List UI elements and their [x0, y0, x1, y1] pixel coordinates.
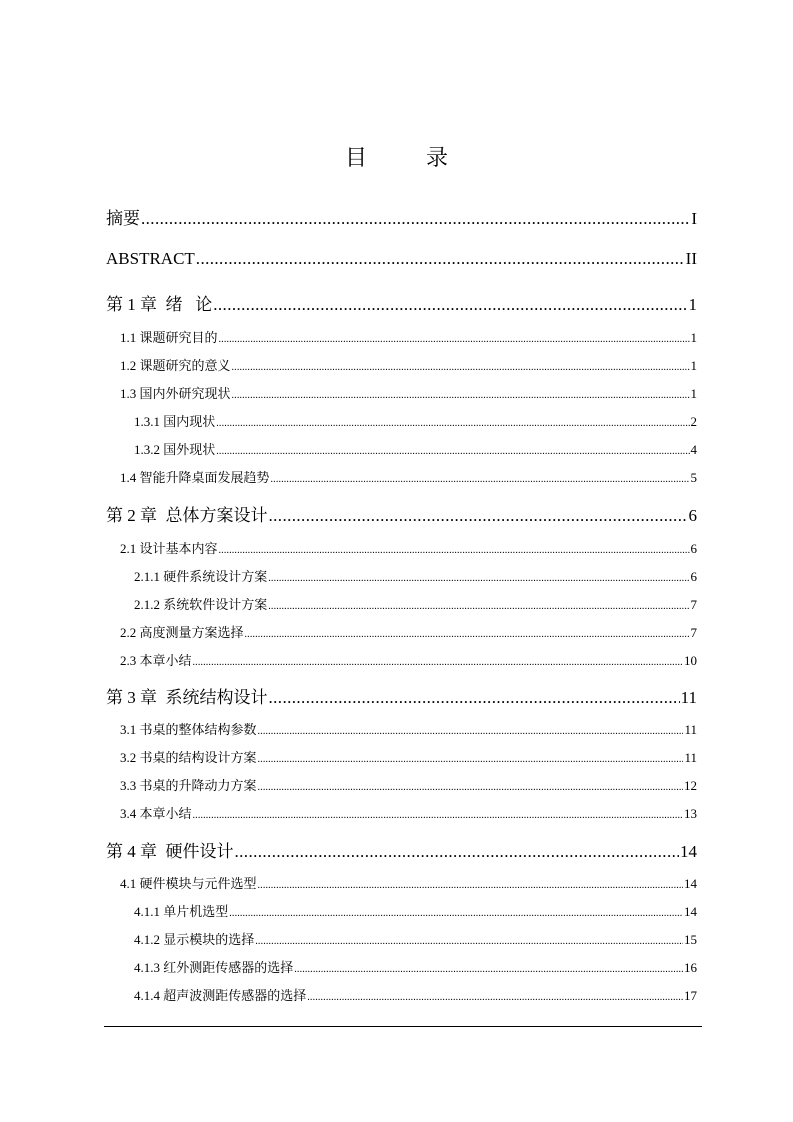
toc-entry-label: 1.3.1 国内现状 — [134, 414, 216, 429]
toc-section-entry[interactable] — [120, 538, 697, 557]
toc-subsection-entry[interactable] — [134, 411, 697, 430]
toc-subsection-entry[interactable] — [134, 929, 697, 948]
toc-section-entry[interactable] — [120, 355, 697, 374]
toc-leader-dots — [268, 573, 689, 584]
toc-section-entry[interactable] — [120, 803, 697, 822]
footer-rule — [104, 1026, 702, 1027]
toc-entry-label: 2.2 高度测量方案选择 — [120, 625, 244, 640]
toc-leader-dots — [216, 418, 689, 429]
toc-leader-dots — [229, 908, 683, 919]
toc-entry-label: ABSTRACT — [106, 249, 195, 268]
toc-leader-dots — [141, 209, 690, 229]
toc-entry-label: 3.3 书桌的升降动力方案 — [120, 778, 257, 793]
toc-entry-label: 4.1.3 红外测距传感器的选择 — [134, 960, 294, 975]
toc-subsection-entry[interactable] — [134, 594, 697, 613]
toc-entry-page: 6 — [688, 506, 697, 525]
toc-section-entry[interactable] — [120, 775, 697, 794]
toc-entry-page: 5 — [690, 470, 697, 485]
toc-entry-label: 1.2 课题研究的意义 — [120, 358, 231, 373]
toc-entry-page: 15 — [684, 932, 697, 947]
toc-leader-dots — [258, 754, 684, 765]
toc-entry-page: 14 — [684, 876, 697, 891]
toc-entry-label: 4.1.2 显示模块的选择 — [134, 932, 255, 947]
toc-leader-dots — [268, 601, 689, 612]
toc-leader-dots — [269, 506, 688, 526]
toc-entry-page: 14 — [684, 904, 697, 919]
toc-leader-dots — [235, 842, 680, 862]
toc-section-entry[interactable] — [120, 719, 697, 738]
toc-entry-page: 16 — [684, 960, 697, 975]
toc-leader-dots — [258, 726, 684, 737]
toc-entry-page: 17 — [684, 988, 697, 1003]
toc-entry-page: 1 — [690, 358, 697, 373]
toc-entry-page: I — [691, 209, 697, 228]
toc-leader-dots — [245, 629, 690, 640]
toc-leader-dots — [196, 249, 685, 269]
toc-entry-label: 第 3 章 系统结构设计 — [106, 688, 268, 707]
toc-entry-label: 1.3 国内外研究现状 — [120, 386, 231, 401]
toc-entry-page: 11 — [680, 688, 697, 707]
toc-entry[interactable] — [106, 249, 697, 269]
toc-chapter-entry[interactable] — [106, 683, 697, 708]
toc-entry-page: 7 — [690, 597, 697, 612]
toc-subsection-entry[interactable] — [134, 566, 697, 585]
toc-entry[interactable] — [106, 204, 697, 229]
toc-entry-page: 7 — [690, 625, 697, 640]
toc-section-entry[interactable] — [120, 747, 697, 766]
toc-entry-label: 3.1 书桌的整体结构参数 — [120, 722, 257, 737]
toc-section-entry[interactable] — [120, 873, 697, 892]
toc-entry-page: 11 — [684, 722, 697, 737]
toc-leader-dots — [258, 782, 683, 793]
toc-leader-dots — [258, 880, 683, 891]
toc-section-entry[interactable] — [120, 383, 697, 402]
page-title: 目 录 — [345, 146, 474, 171]
toc-entry-page: 4 — [690, 442, 697, 457]
toc-entry-label: 4.1.1 单片机选型 — [134, 904, 229, 919]
toc-chapter-entry[interactable] — [106, 501, 697, 526]
toc-subsection-entry[interactable] — [134, 439, 697, 458]
toc-entry-label: 3.2 书桌的结构设计方案 — [120, 750, 257, 765]
toc-leader-dots — [216, 446, 689, 457]
toc-entry-page: 6 — [690, 541, 697, 556]
toc-leader-dots — [213, 295, 687, 315]
toc-leader-dots — [219, 334, 690, 345]
toc-leader-dots — [271, 474, 690, 485]
toc-section-entry[interactable] — [120, 650, 697, 669]
toc-entry-label: 第 2 章 总体方案设计 — [106, 506, 268, 525]
toc-leader-dots — [193, 657, 683, 668]
toc-entry-label: 摘要 — [106, 209, 140, 228]
toc-entry-label: 3.4 本章小结 — [120, 806, 192, 821]
toc-leader-dots — [307, 992, 683, 1003]
toc-entry-label: 2.1 设计基本内容 — [120, 541, 218, 556]
toc-entry-page: 10 — [684, 653, 697, 668]
toc-entry-label: 4.1 硬件模块与元件选型 — [120, 876, 257, 891]
toc-entry-page: 1 — [690, 330, 697, 345]
toc-chapter-entry[interactable] — [106, 837, 697, 862]
toc-leader-dots — [294, 964, 683, 975]
toc-entry-page: II — [685, 249, 697, 268]
toc-section-entry[interactable] — [120, 327, 697, 346]
toc-leader-dots — [255, 936, 683, 947]
toc-entry-label: 1.1 课题研究目的 — [120, 330, 218, 345]
toc-entry-label: 2.1.2 系统软件设计方案 — [134, 597, 268, 612]
toc-leader-dots — [193, 810, 683, 821]
toc-entry-label: 2.1.1 硬件系统设计方案 — [134, 569, 268, 584]
toc-entry-label: 第 4 章 硬件设计 — [106, 842, 234, 861]
toc-entry-label: 1.4 智能升降桌面发展趋势 — [120, 470, 270, 485]
toc-leader-dots — [232, 390, 690, 401]
toc-section-entry[interactable] — [120, 467, 697, 486]
toc-entry-page: 1 — [688, 295, 697, 314]
toc-entry-page: 6 — [690, 569, 697, 584]
toc-leader-dots — [269, 688, 680, 708]
toc-subsection-entry[interactable] — [134, 985, 697, 1004]
toc-entry-page: 13 — [684, 806, 697, 821]
toc-entry-label: 1.3.2 国外现状 — [134, 442, 216, 457]
toc-entry-label: 2.3 本章小结 — [120, 653, 192, 668]
toc-subsection-entry[interactable] — [134, 957, 697, 976]
toc-chapter-entry[interactable] — [106, 290, 697, 315]
toc-entry-page: 11 — [684, 750, 697, 765]
table-of-contents — [106, 0, 697, 1122]
toc-leader-dots — [219, 545, 690, 556]
toc-entry-page: 14 — [680, 842, 697, 861]
toc-section-entry[interactable] — [120, 622, 697, 641]
toc-entry-page: 2 — [690, 414, 697, 429]
toc-entry-page: 12 — [684, 778, 697, 793]
toc-entry-page: 1 — [690, 386, 697, 401]
toc-leader-dots — [232, 362, 690, 373]
toc-entry-label: 第 1 章 绪 论 — [106, 295, 213, 314]
toc-entry-label: 4.1.4 超声波测距传感器的选择 — [134, 988, 307, 1003]
toc-subsection-entry[interactable] — [134, 901, 697, 920]
